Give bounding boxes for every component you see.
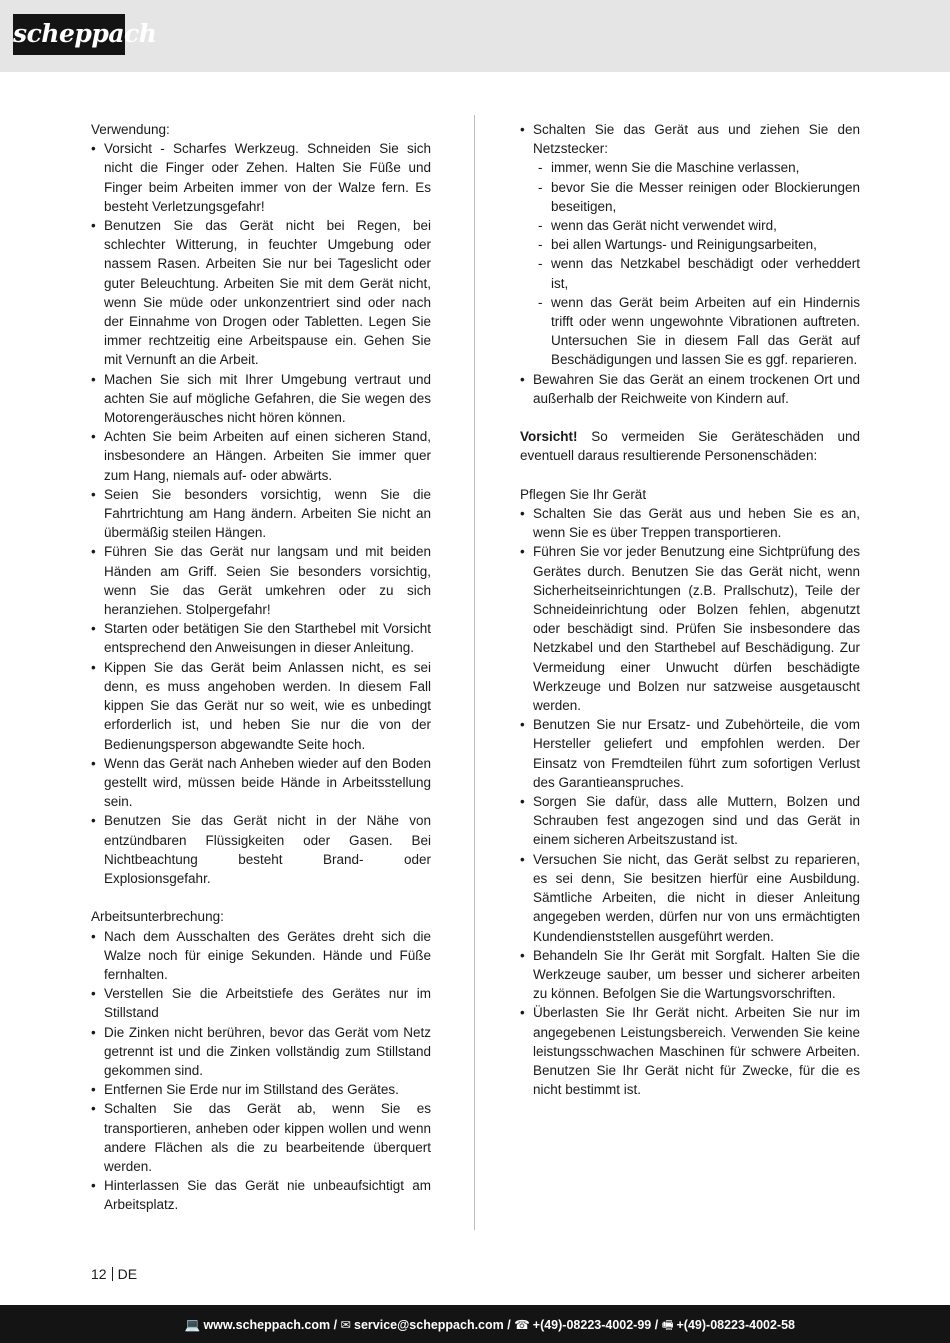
footer-contact: 💻 www.scheppach.com / ✉ service@scheppach.com / ☎ +(49)-08223-4002-99 / 🖷 +(49)-08223-4002-58 — [184, 1318, 795, 1332]
spacer — [91, 888, 431, 907]
list-item: • Schalten Sie das Gerät aus und heben Sie es an, wenn Sie es über Treppen transportieren. — [520, 504, 860, 542]
list-item: • Vorsicht - Scharfes Werkzeug. Schneiden Sie sich nicht die Finger oder Zehen. Halten Sie Füße und Finger beim Arbeiten immer von der Walze fern. Es besteht Verletzungsgefahr! — [91, 139, 431, 216]
left-column — [91, 120, 431, 1215]
care-list — [520, 504, 860, 1099]
column-divider — [474, 115, 475, 1230]
list-item: • Seien Sie besonders vorsichtig, wenn Sie die Fahrtrichtung am Hang ändern. Arbeiten Sie nicht an übermäßig steilen Hängen. — [91, 485, 431, 543]
care-heading: Pflegen Sie Ihr Gerät — [520, 486, 647, 502]
sub-list-item: - wenn das Gerät beim Arbeiten auf ein Hindernis trifft oder wenn ungewohnte Vibrationen auftreten. Untersuchen Sie in diesem Fall das Gerät auf Beschädigungen und lassen Sie es ggf. reparieren. — [538, 293, 860, 370]
list-item: • Machen Sie sich mit Ihrer Umgebung vertraut und achten Sie auf mögliche Gefahren, die Sie wegen des Motorengeräusches nicht hören können. — [91, 370, 431, 428]
list-item: • Überlasten Sie Ihr Gerät nicht. Arbeiten Sie nur im angegebenen Leistungsbereich. Verwenden Sie keine leistungsschwachen Maschinen für schwere Arbeiten. Benutzen Sie Ihr Gerät nicht für Zwecke, für die es nicht bestimmt ist. — [520, 1003, 860, 1099]
sub-list-item: - immer, wenn Sie die Maschine verlassen, — [538, 158, 860, 177]
footer-phone: +(49)-08223-4002-99 — [532, 1318, 652, 1332]
spacer — [520, 408, 860, 427]
list-item: • Verstellen Sie die Arbeitstiefe des Gerätes nur im Stillstand — [91, 984, 431, 1022]
list-item: • Versuchen Sie nicht, das Gerät selbst zu reparieren, es sei denn, Sie besitzen hierfür eine Ausbildung. Sämtliche Arbeiten, die nicht in dieser Anleitung angegeben werden, dürfen nur von uns ermächtigten Kundendienststellen ausgeführt werden. — [520, 850, 860, 946]
spacer — [520, 466, 860, 485]
footer-email[interactable]: service@scheppach.com — [354, 1318, 504, 1332]
switch-off-cases — [533, 158, 860, 369]
list-item: • Sorgen Sie dafür, dass alle Muttern, Bolzen und Schrauben fest angezogen sind und das Gerät in einem sicheren Arbeitszustand ist. — [520, 792, 860, 850]
switch-off-list — [520, 120, 860, 408]
phone-icon: ☎ — [514, 1318, 530, 1332]
footer-band — [0, 1305, 950, 1343]
list-item: • Starten oder betätigen Sie den Starthebel mit Vorsicht entsprechend den Anweisungen in dieser Anleitung. — [91, 619, 431, 657]
list-item: • Behandeln Sie Ihr Gerät mit Sorgfalt. Halten Sie die Werkzeuge sauber, um besser und sicherer arbeiten zu können. Befolgen Sie die Wartungsvorschriften. — [520, 946, 860, 1004]
usage-heading: Verwendung: — [91, 122, 170, 137]
list-item: • Kippen Sie das Gerät beim Anlassen nicht, es sei denn, es muss angehoben werden. In diesem Fall kippen Sie das Gerät nur so weit, wie es unbedingt erforderlich ist, und heben Sie nur die von der Bedienungsperson abgewandte Seite hoch. — [91, 658, 431, 754]
list-item: • Nach dem Ausschalten des Gerätes dreht sich die Walze noch für einige Sekunden. Hände und Füße fernhalten. — [91, 927, 431, 985]
sub-list-item: - bevor Sie die Messer reinigen oder Blockierungen beseitigen, — [538, 178, 860, 216]
list-item: • Bewahren Sie das Gerät an einem trockenen Ort und außerhalb der Reichweite von Kindern auf. — [520, 370, 860, 408]
list-item: • Benutzen Sie das Gerät nicht in der Nähe von entzündbaren Flüssigkeiten oder Gasen. Bei Nichtbeachtung besteht Brand- oder Explosionsgefahr. — [91, 811, 431, 888]
caution-label: Vorsicht! — [520, 429, 578, 445]
list-item: • Entfernen Sie Erde nur im Stillstand des Gerätes. — [91, 1080, 431, 1099]
computer-icon: 💻 — [184, 1318, 201, 1332]
interrupt-heading: Arbeitsunterbrechung: — [91, 909, 224, 925]
mail-icon: ✉ — [340, 1318, 351, 1332]
page-number-separator — [112, 1267, 113, 1281]
page-number-value: 12 — [91, 1266, 107, 1282]
footer-fax: +(49)-08223-4002-58 — [676, 1318, 795, 1332]
sub-list-item: - bei allen Wartungs- und Reinigungsarbeiten, — [538, 235, 860, 254]
right-column — [520, 120, 860, 1099]
interrupt-list — [91, 927, 431, 1215]
list-item: • Benutzen Sie nur Ersatz- und Zubehörteile, die vom Hersteller geliefert und empfohlen werden. Der Einsatz von Fremdteilen führt zum sofortigen Verlust des Garantieanspruches. — [520, 715, 860, 792]
usage-list — [91, 139, 431, 888]
sub-list-item: - wenn das Netzkabel beschädigt oder verheddert ist, — [538, 254, 860, 292]
list-item — [520, 120, 860, 370]
brand-logo: scheppach — [13, 14, 125, 55]
list-item: • Die Zinken nicht berühren, bevor das Gerät vom Netz getrennt ist und die Zinken vollständig zum Stillstand gekommen sind. — [91, 1023, 431, 1081]
page-language: DE — [117, 1266, 138, 1282]
list-item: • Führen Sie das Gerät nur langsam und mit beiden Händen am Griff. Seien Sie besonders vorsichtig, wenn Sie das Gerät umkehren oder zu sich heranziehen. Stolpergefahr! — [91, 542, 431, 619]
sub-list-item: - wenn das Gerät nicht verwendet wird, — [538, 216, 860, 235]
header-band — [0, 0, 950, 72]
switch-off-intro: Schalten Sie das Gerät aus und ziehen Sie den Netzstecker: — [533, 122, 860, 157]
list-item: • Achten Sie beim Arbeiten auf einen sicheren Stand, insbesondere an Hängen. Arbeiten Sie immer quer zum Hang, niemals auf- oder abwärts. — [91, 427, 431, 485]
fax-icon: 🖷 — [661, 1318, 674, 1332]
list-item: • Wenn das Gerät nach Anheben wieder auf den Boden gestellt wird, müssen beide Hände in Arbeitsstellung sein. — [91, 754, 431, 812]
list-item: • Führen Sie vor jeder Benutzung eine Sichtprüfung des Gerätes durch. Benutzen Sie das Gerät nicht, wenn Sicherheitseinrichtungen (z.B. Prallschutz), Teile der Schneideinrichtung oder Bolzen fehlen, abgenutzt oder beschädigt sind. Prüfen Sie insbesondere das Netzkabel und den Starthebel auf Beschädigung. Zur Vermeidung einer Unwucht dürfen beschädigte Werkzeuge und Bolzen nur satzweise ausgetauscht werden. — [520, 542, 860, 715]
list-item: • Benutzen Sie das Gerät nicht bei Regen, bei schlechter Witterung, in feuchter Umgebung oder nassem Rasen. Arbeiten Sie nur bei Tageslicht oder guter Beleuchtung. Arbeiten Sie mit dem Gerät nicht, wenn Sie müde oder unkonzentriert sind oder nach der Einnahme von Drogen oder Tabletten. Legen Sie immer rechtzeitig eine Arbeitspause ein. Gehen Sie mit Vernunft an die Arbeit. — [91, 216, 431, 370]
list-item: • Schalten Sie das Gerät ab, wenn Sie es transportieren, anheben oder kippen wollen und wenn andere Flächen als die zu bearbeitende überquert werden. — [91, 1099, 431, 1176]
caution-paragraph — [520, 427, 860, 465]
page-number — [91, 1265, 137, 1283]
list-item: • Hinterlassen Sie das Gerät nie unbeaufsichtigt am Arbeitsplatz. — [91, 1176, 431, 1214]
footer-website[interactable]: www.scheppach.com — [203, 1318, 331, 1332]
caution-text: So vermeiden Sie Geräteschäden und eventuell daraus resultierende Personenschäden: — [520, 429, 860, 464]
